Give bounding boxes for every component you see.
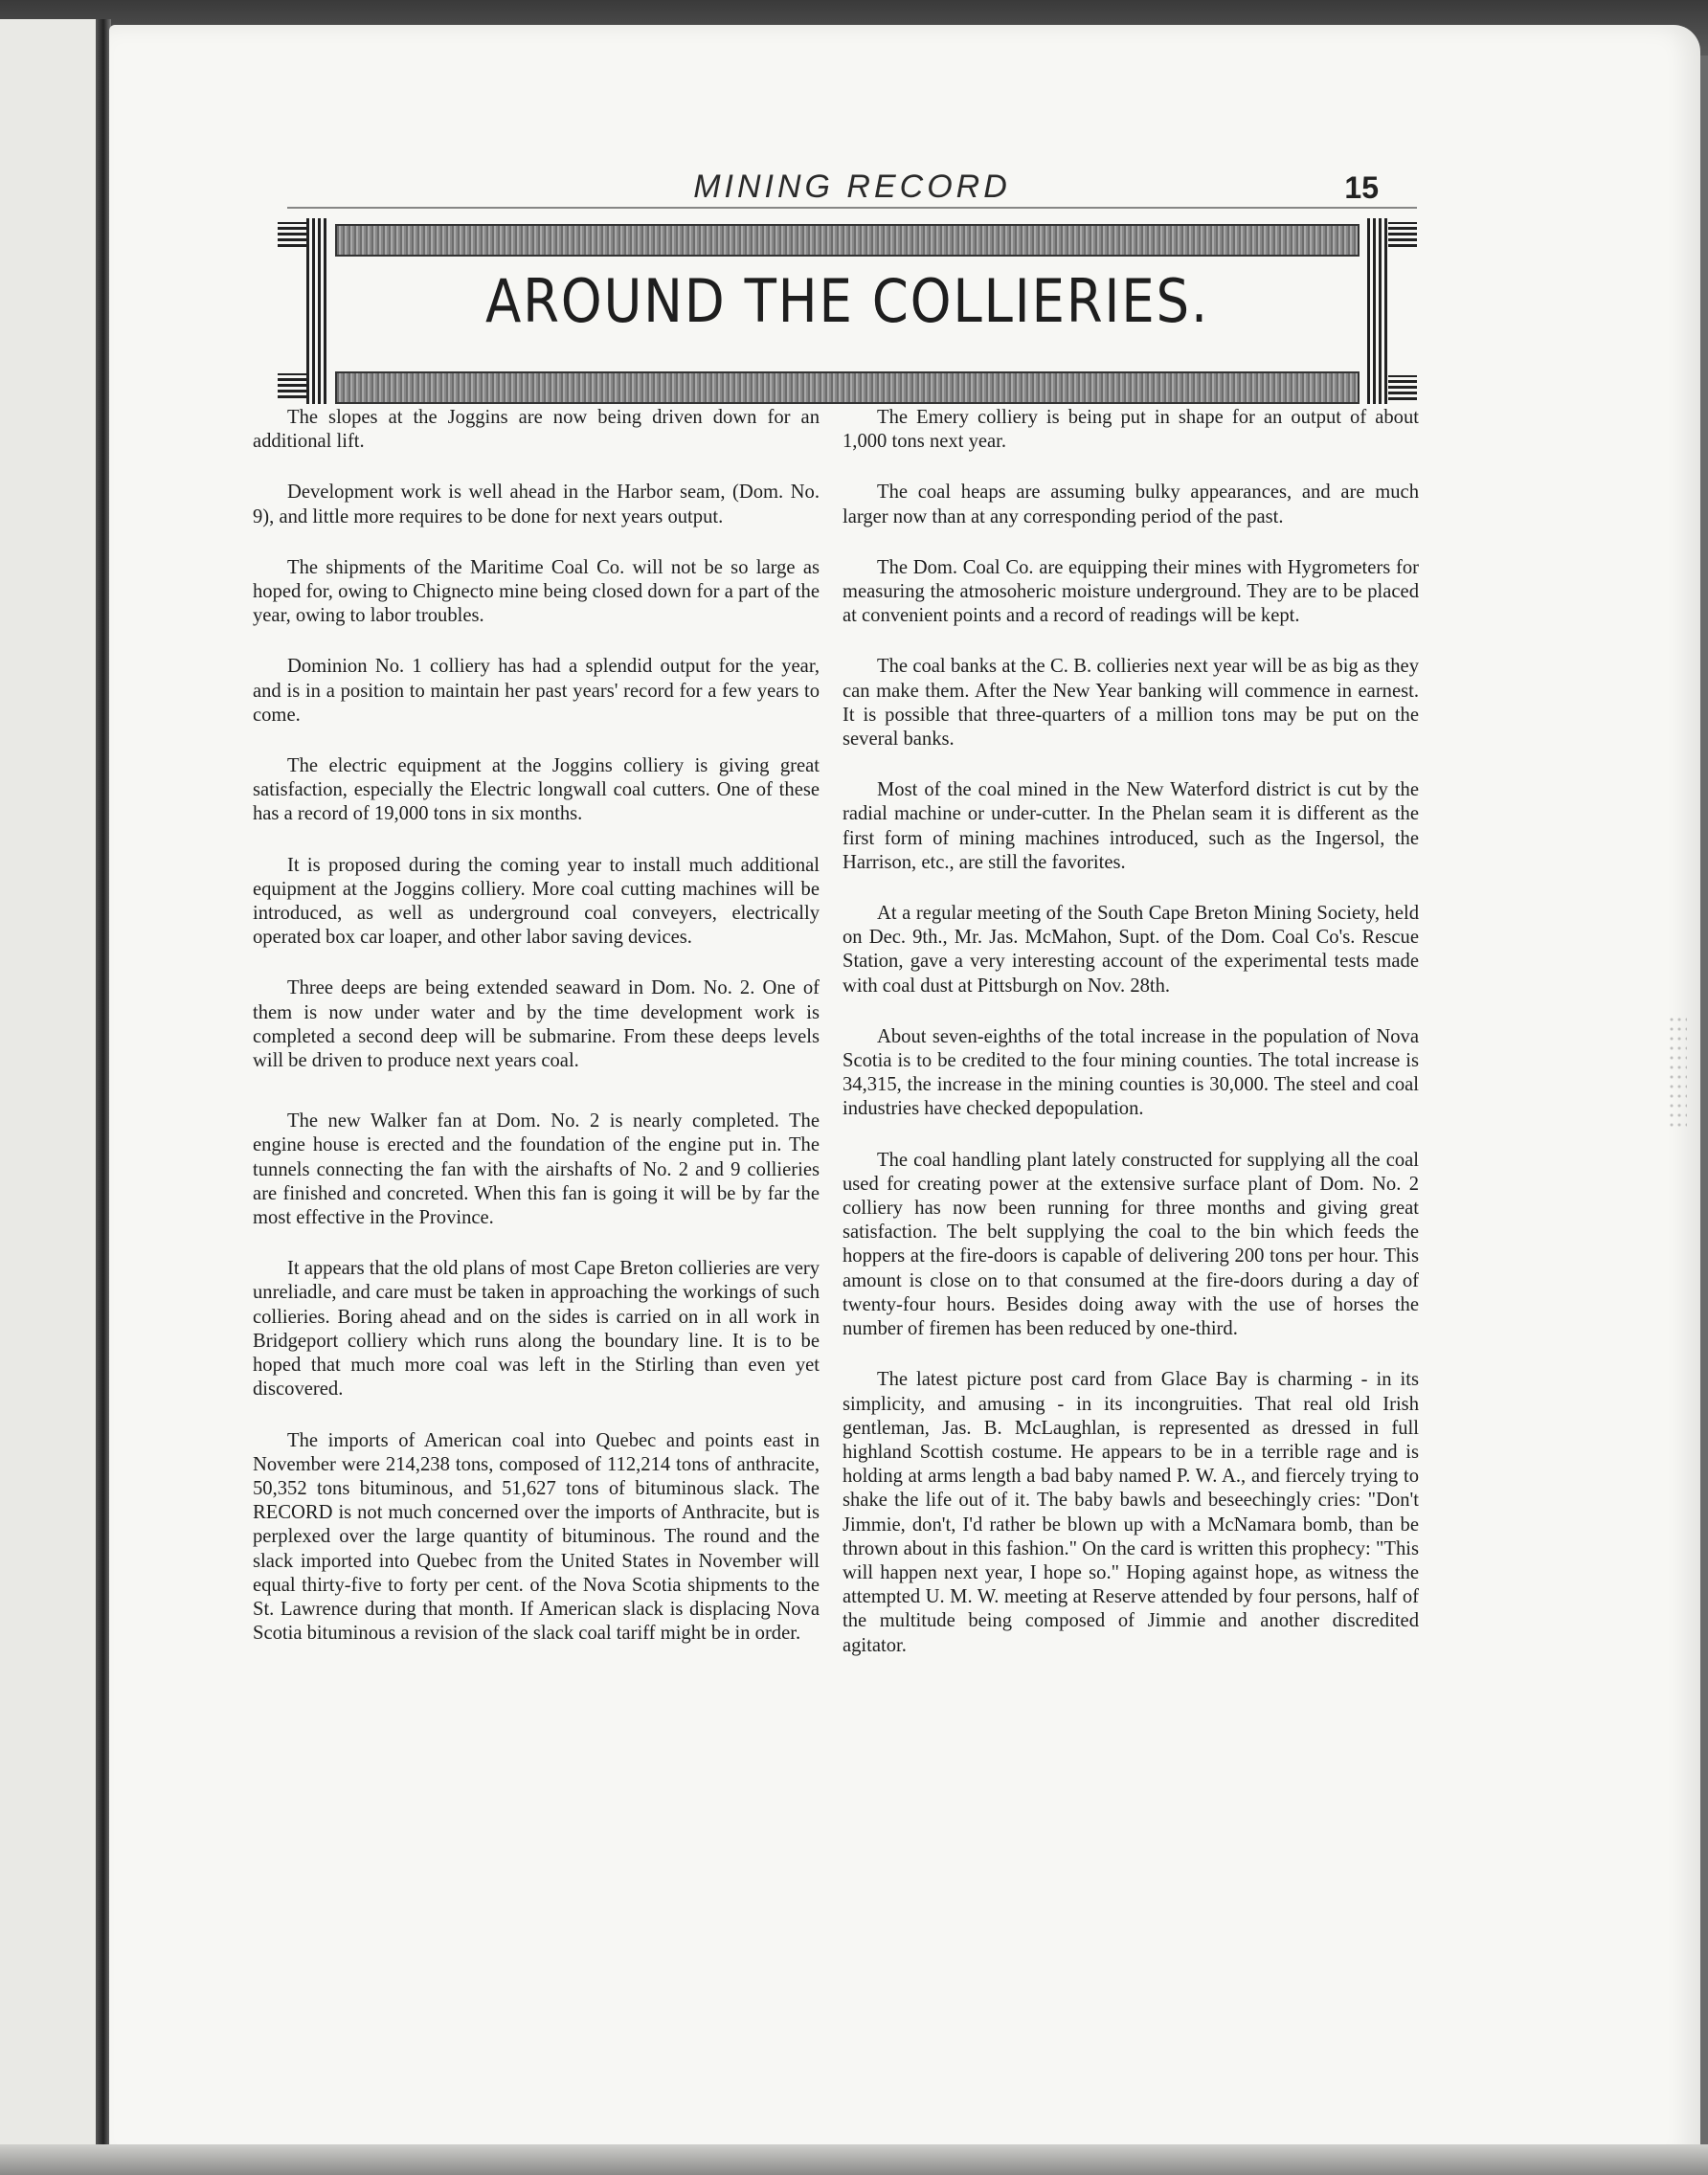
- paragraph: Three deeps are being extended seaward in Dom. No. 2. One of them is now under water and by the time development work is completed a second deep will be submarine. From these deeps levels will be driven to produce next years coal.: [253, 977, 820, 1072]
- page-number: 15: [1344, 170, 1379, 205]
- paragraph: Most of the coal mined in the New Waterford district is cut by the radial machine or under-cutter. In the Phelan seam it is different as the first form of mining machines introduced, such as the Ingersol, the Harrison, etc., are still the favorites.: [843, 779, 1419, 873]
- paragraph: The coal banks at the C. B. collieries next year will be as big as they can make them. After the New Year banking will commence in earnest. It is possible that three-quarters of a million tons may be put on the several banks.: [843, 656, 1419, 751]
- paragraph: The electric equipment at the Joggins colliery is giving great satisfaction, especially the Electric longwall coal cutters. One of these has a record of 19,000 tons in six months.: [253, 755, 820, 825]
- banner-bar: [335, 371, 1360, 404]
- paragraph: The shipments of the Maritime Coal Co. will not be so large as hoped for, owing to Chignecto mine being closed down for a part of the year, owing to labor troubles.: [253, 556, 820, 627]
- paragraph: The slopes at the Joggins are now being driven down for an additional lift.: [253, 407, 820, 453]
- paragraph: It appears that the old plans of most Cape Breton collieries are very unreliadle, and care must be taken in approaching the workings of such collieries. Boring ahead and on the sides is carried on in all work in Bridgeport colliery which runs along the boundary line. It is to be hoped that much more coal was left in the Stirling than even yet discovered.: [253, 1258, 820, 1401]
- paragraph: At a regular meeting of the South Cape Breton Mining Society, held on Dec. 9th., Mr. Jas. McMahon, Supt. of the Dom. Coal Co's. Rescue Station, gave a very interesting account of the experimental tests made with coal dust at Pittsburgh on Nov. 28th.: [843, 903, 1419, 997]
- section-title: AROUND THE COLLIERIES.: [484, 266, 1210, 336]
- facing-page-edge: [0, 19, 107, 2175]
- paragraph: About seven-eighths of the total increase in the population of Nova Scotia is to be credited to the four mining counties. The total increase is 34,315, the increase in the mining counties is 30,000. The steel and coal industries have checked depopulation.: [843, 1025, 1419, 1120]
- banner-post: [306, 218, 327, 404]
- paragraph: The imports of American coal into Quebec and points east in November were 214,238 tons, composed of 112,214 tons of anthracite, 50,352 tons bituminous, and 51,627 tons of bituminous slack. The RECORD is not much concerned over the imports of Anthracite, but is perplexed over the large quantity of bituminous. The round and the slack imported into Quebec from the United States in November will equal thirty-five to forty per cent. of the Nova Scotia shipments to the St. Lawrence during that month. If American slack is displacing Nova Scotia bituminous a revision of the slack coal tariff might be in order.: [253, 1429, 820, 1645]
- banner-bar: [335, 224, 1360, 257]
- paragraph: The Emery colliery is being put in shape for an output of about 1,000 tons next year.: [843, 407, 1419, 453]
- header-rule: [287, 207, 1417, 209]
- paragraph: The coal heaps are assuming bulky appearances, and are much larger now than at any corresponding period of the past.: [843, 482, 1419, 527]
- right-column: [843, 406, 1419, 1685]
- paragraph: The coal handling plant lately constructed for supplying all the coal used for creating power at the extensive surface plant of Dom. No. 2 colliery has now been running for three months and giving great satisfaction. The belt supplying the coal to the bin which feeds the hoppers at the fire-doors is capable of delivering 200 tons per hour. This amount is close on to that consumed at the fire-doors during a day of twenty-four hours. Besides doing away with the use of horses the number of firemen has been reduced by one-third.: [843, 1149, 1419, 1340]
- scan-noise: [1668, 1015, 1687, 1130]
- scan-bottom-edge: [0, 2144, 1708, 2175]
- paragraph: The new Walker fan at Dom. No. 2 is nearly completed. The engine house is erected and the foundation of the engine put in. The tunnels connecting the fan with the airshafts of No. 2 and 9 collieries are finished and concreted. When this fan is going it will be by far the most effective in the Province.: [253, 1110, 820, 1229]
- paragraph: Dominion No. 1 colliery has had a splendid output for the year, and is in a position to maintain her past years' record for a few years to come.: [253, 656, 820, 726]
- paragraph: Development work is well ahead in the Harbor seam, (Dom. No. 9), and little more requires to be done for next years output.: [253, 482, 820, 527]
- paragraph: The Dom. Coal Co. are equipping their mines with Hygrometers for measuring the atmosoheric moisture underground. They are to be placed at convenient points and a record of readings will be kept.: [843, 556, 1419, 627]
- running-header: [287, 168, 1417, 213]
- banner-post: [1367, 218, 1388, 404]
- publication-title: MINING RECORD: [693, 168, 1011, 205]
- left-column: [253, 406, 820, 1672]
- paragraph: It is proposed during the coming year to install much additional equipment at the Joggins colliery. More coal cutting machines will be introduced, as well as underground coal conveyers, electrically operated box car loaper, and other labor saving devices.: [253, 854, 820, 949]
- paragraph: The latest picture post card from Glace Bay is charming - in its simplicity, and amusing - in its incongruities. That real old Irish gentleman, Jas. B. McLaughlan, is represented as dressed in full highland Scottish costume. He appears to be in a terrible rage and is holding at arms length a bad baby named P. W. A., and fiercely trying to shake the life out of it. The baby bawls and beseechingly cries: "Don't Jimmie, don't, I'd rather be blown up with a McNamara bomb, than be thrown about in this fashion." On the card is written this prophecy: "This will happen next year, I hope so." Hoping against hope, as witness the attempted U. M. W. meeting at Reserve attended by four persons, half of the multitude being composed of Jimmie and another discredited agitator.: [843, 1369, 1419, 1656]
- section-banner: [278, 218, 1417, 404]
